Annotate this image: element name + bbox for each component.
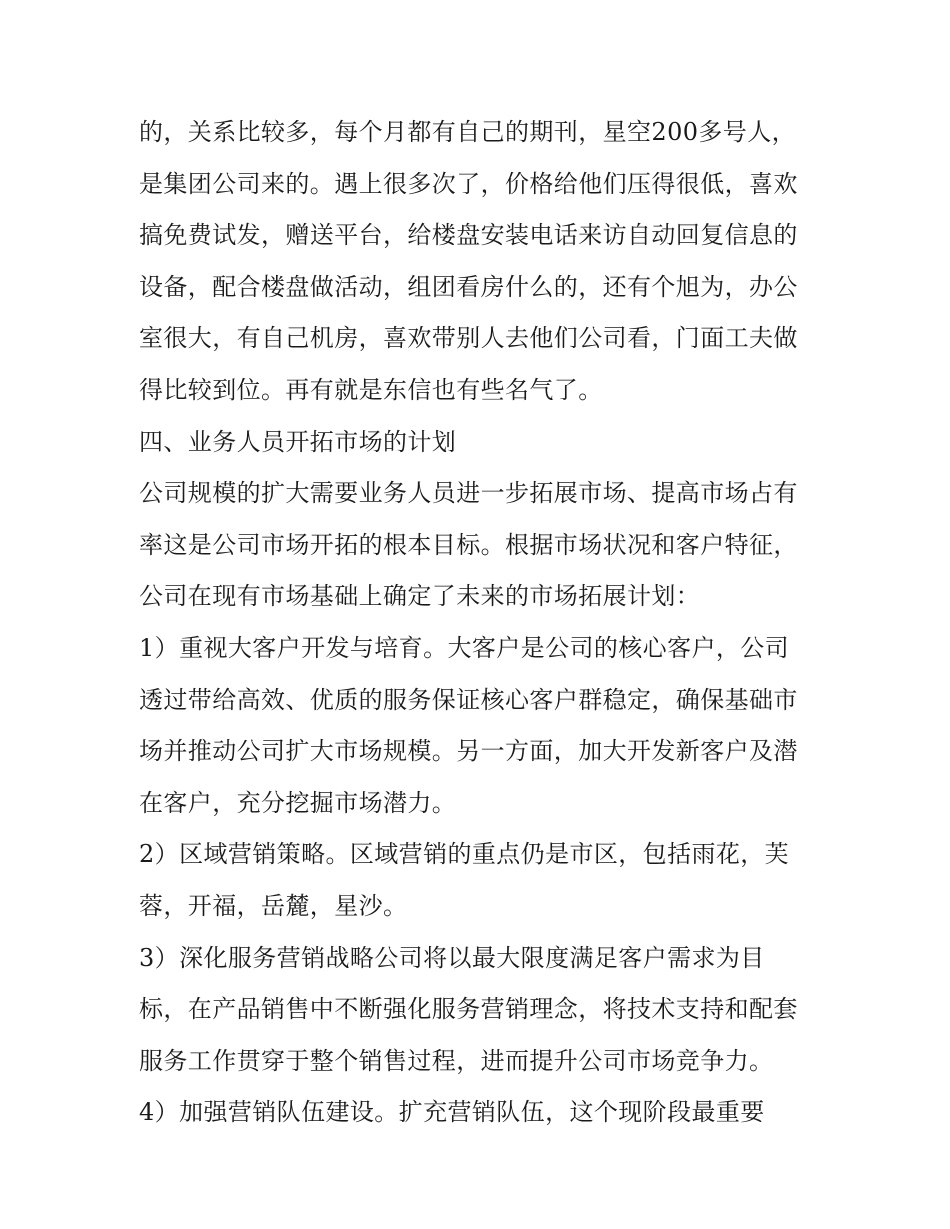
list-item-3: 3）深化服务营销战略公司将以最大限度满足客户需求为目 bbox=[139, 943, 765, 972]
text-line: 蓉，开福，岳麓，星沙。 bbox=[139, 891, 408, 920]
text-line: 透过带给高效、优质的服务保证核心客户群稳定，确保基础市 bbox=[139, 685, 798, 714]
text-line: 场并推动公司扩大市场规模。另一方面，加大开发新客户及潜 bbox=[139, 737, 798, 766]
section-heading: 四、业务人员开拓市场的计划 bbox=[139, 427, 457, 456]
text-line: 服务工作贯穿于整个销售过程，进而提升公司市场竞争力。 bbox=[139, 1046, 774, 1075]
text-line: 在客户，充分挖掘市场潜力。 bbox=[139, 788, 457, 817]
text-line: 是集团公司来的。遇上很多次了，价格给他们压得很低，喜欢 bbox=[139, 169, 798, 198]
document-body bbox=[139, 107, 819, 1139]
list-item-2: 2）区域营销策略。区域营销的重点仍是市区，包括雨花，芙 bbox=[139, 840, 790, 869]
text-line: 设备，配合楼盘做活动，组团看房什么的，还有个旭为，办公 bbox=[139, 272, 798, 301]
text-line: 标，在产品销售中不断强化服务营销理念，将技术支持和配套 bbox=[139, 995, 798, 1024]
text-line: 得比较到位。再有就是东信也有些名气了。 bbox=[139, 375, 603, 404]
text-line: 率这是公司市场开拓的根本目标。根据市场状况和客户特征， bbox=[139, 530, 798, 559]
text-line: 室很大，有自己机房，喜欢带别人去他们公司看，门面工夫做 bbox=[139, 324, 798, 353]
text-line: 公司规模的扩大需要业务人员进一步拓展市场、提高市场占有 bbox=[139, 479, 798, 508]
list-item-4: 4）加强营销队伍建设。扩充营销队伍，这个现阶段最重要 bbox=[139, 1098, 765, 1127]
list-item-1: 1）重视大客户开发与培育。大客户是公司的核心客户，公司 bbox=[139, 633, 790, 662]
text-line: 公司在现有市场基础上确定了未来的市场拓展计划： bbox=[139, 582, 701, 611]
text-line: 的，关系比较多，每个月都有自己的期刊，星空200多号人， bbox=[139, 118, 797, 146]
text-line: 搞免费试发，赠送平台，给楼盘安装电话来访自动回复信息的 bbox=[139, 221, 798, 250]
